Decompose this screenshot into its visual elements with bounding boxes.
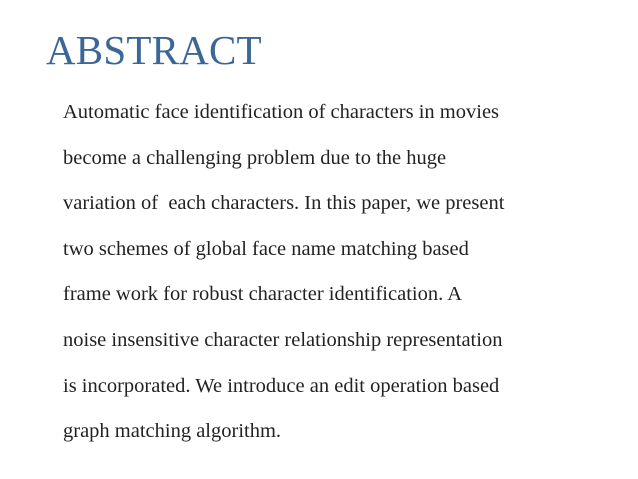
slide-title: ABSTRACT (46, 27, 262, 73)
abstract-line: variation of each characters. In this paper, we present (63, 192, 505, 215)
abstract-line: two schemes of global face name matching based (63, 237, 469, 260)
abstract-line: noise insensitive character relationship representation (63, 328, 503, 351)
abstract-body (63, 90, 613, 455)
abstract-line: is incorporated. We introduce an edit operation based (63, 374, 500, 397)
abstract-line: frame work for robust character identification. A (63, 283, 463, 306)
abstract-line: graph matching algorithm. (63, 420, 282, 443)
abstract-line: Automatic face identification of characters in movies (63, 101, 500, 123)
abstract-line: become a challenging problem due to the huge (63, 146, 447, 169)
